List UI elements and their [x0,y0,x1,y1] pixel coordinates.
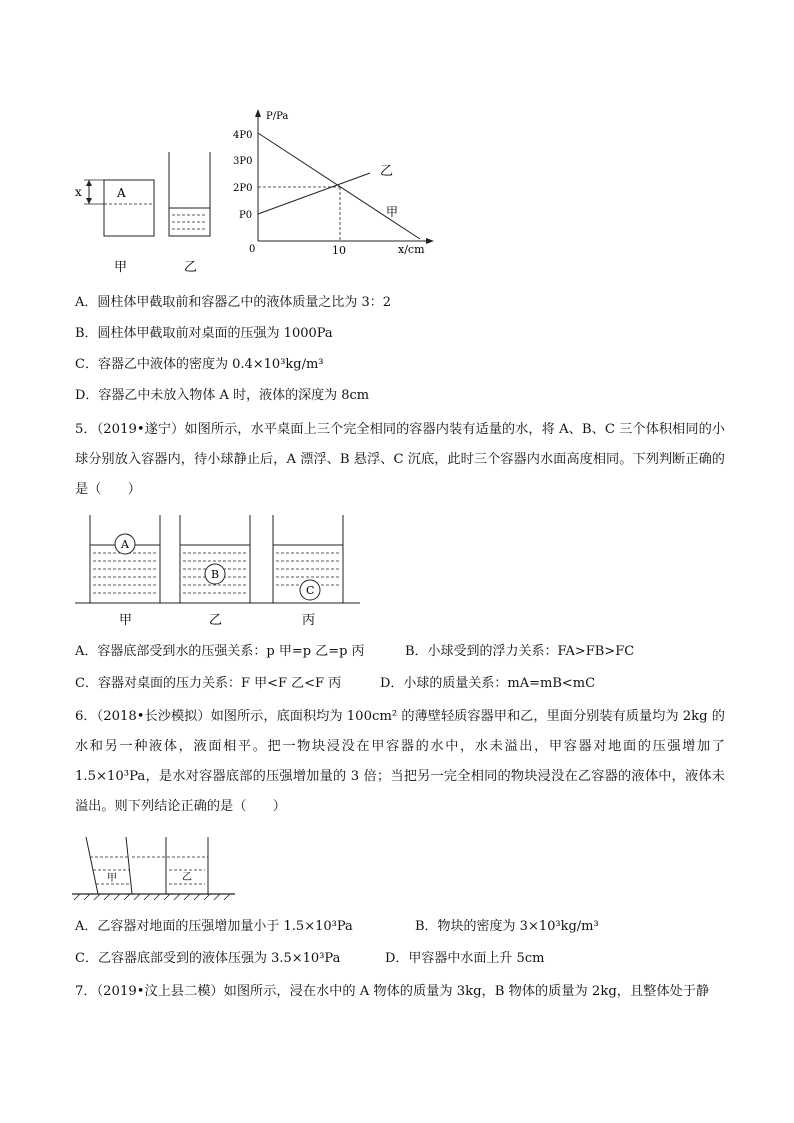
tick-2p0: 2P0 [233,183,253,194]
line-yi-label: 乙 [380,164,394,179]
caption-jia: 甲 [114,260,128,275]
tick-3p0: 3P0 [233,156,253,167]
tick-p0: P0 [239,210,253,221]
axis-x-label: x/cm [398,243,425,256]
svg-text:甲: 甲 [107,873,117,884]
q7-stem: 7．（2019•汶上县二模）如图所示，浸在水中的 A 物体的质量为 3kg，B 物体的质量为 2kg，且整体处于静 [75,984,710,999]
q5-stem: 5．（2019•遂宁）如图所示，水平桌面上三个完全相同的容器内装有适量的水，将 A、B、C 三个体积相同的小球分别放入容器内，待小球静止后，A 漂浮、B 悬浮、C 沉底，此时三个容器内水面高度相同。下列判断正确的是（ ） [75,422,725,497]
figure-q6 [70,832,240,902]
caption-yi: 乙 [184,260,198,275]
line-jia-label: 甲 [386,205,399,219]
q5-option-d: D．小球的质量关系：mA=mB<mC [380,676,596,691]
svg-text:丙: 丙 [302,613,316,628]
axis-y-label: P/Pa [266,111,289,122]
tick-0: 0 [249,244,256,255]
figure-q4 [70,105,450,280]
line-jia [258,133,420,239]
label-x: x [75,185,82,199]
q4-option-d: D．容器乙中未放入物体 A 时，液体的深度为 8cm [75,388,370,403]
q5-option-b: B．小球受到的浮力关系：FA>FB>FC [405,644,635,659]
q5-option-a: A．容器底部受到水的压强关系：p 甲=p 乙=p 丙 [75,644,365,659]
tick-4p0: 4P0 [233,130,253,141]
label-A: A [117,186,126,200]
q6-stem: 6．（2018•长沙模拟）如图所示，底面积均为 100cm² 的薄壁轻质容器甲和乙，里面分别装有质量均为 2kg 的水和另一种液体，液面相平。把一物块浸没在甲容器的水中，水未溢出，甲容器对地面的压强增加了 1.5×10³Pa，是水对容器底部的压强增加量的 3 倍；当把另一完全相同的物块浸没在乙容器的液体中，液体未溢出。则下列结论正确的是（ ） [75,709,725,814]
cylinder-jia [104,180,154,236]
q6-option-a: A．乙容器对地面的压强增加量小于 1.5×10³Pa [75,919,353,934]
q5-option-c: C．容器对桌面的压力关系：F 甲<F 乙<F 丙 [75,676,342,691]
tick-10: 10 [332,244,346,257]
q4-option-b: B．圆柱体甲截取前对桌面的压强为 1000Pa [75,326,333,341]
svg-text:B: B [211,568,220,581]
q4-option-a: A．圆柱体甲截取前和容器乙中的液体质量之比为 3：2 [75,295,392,310]
q6-option-b: B．物块的密度为 3×10³kg/m³ [415,919,599,934]
svg-text:甲: 甲 [119,613,133,628]
q6-option-d: D．甲容器中水面上升 5cm [385,951,545,966]
container-yi [169,152,210,236]
svg-text:乙: 乙 [182,872,192,883]
svg-text:乙: 乙 [209,613,223,628]
svg-text:C: C [306,584,315,597]
figure-q5 [70,510,370,630]
svg-text:A: A [121,538,129,551]
q6-option-c: C．乙容器底部受到的液体压强为 3.5×10³Pa [75,951,341,966]
line-yi [258,173,370,214]
q4-option-c: C．容器乙中液体的密度为 0.4×10³kg/m³ [75,357,324,372]
